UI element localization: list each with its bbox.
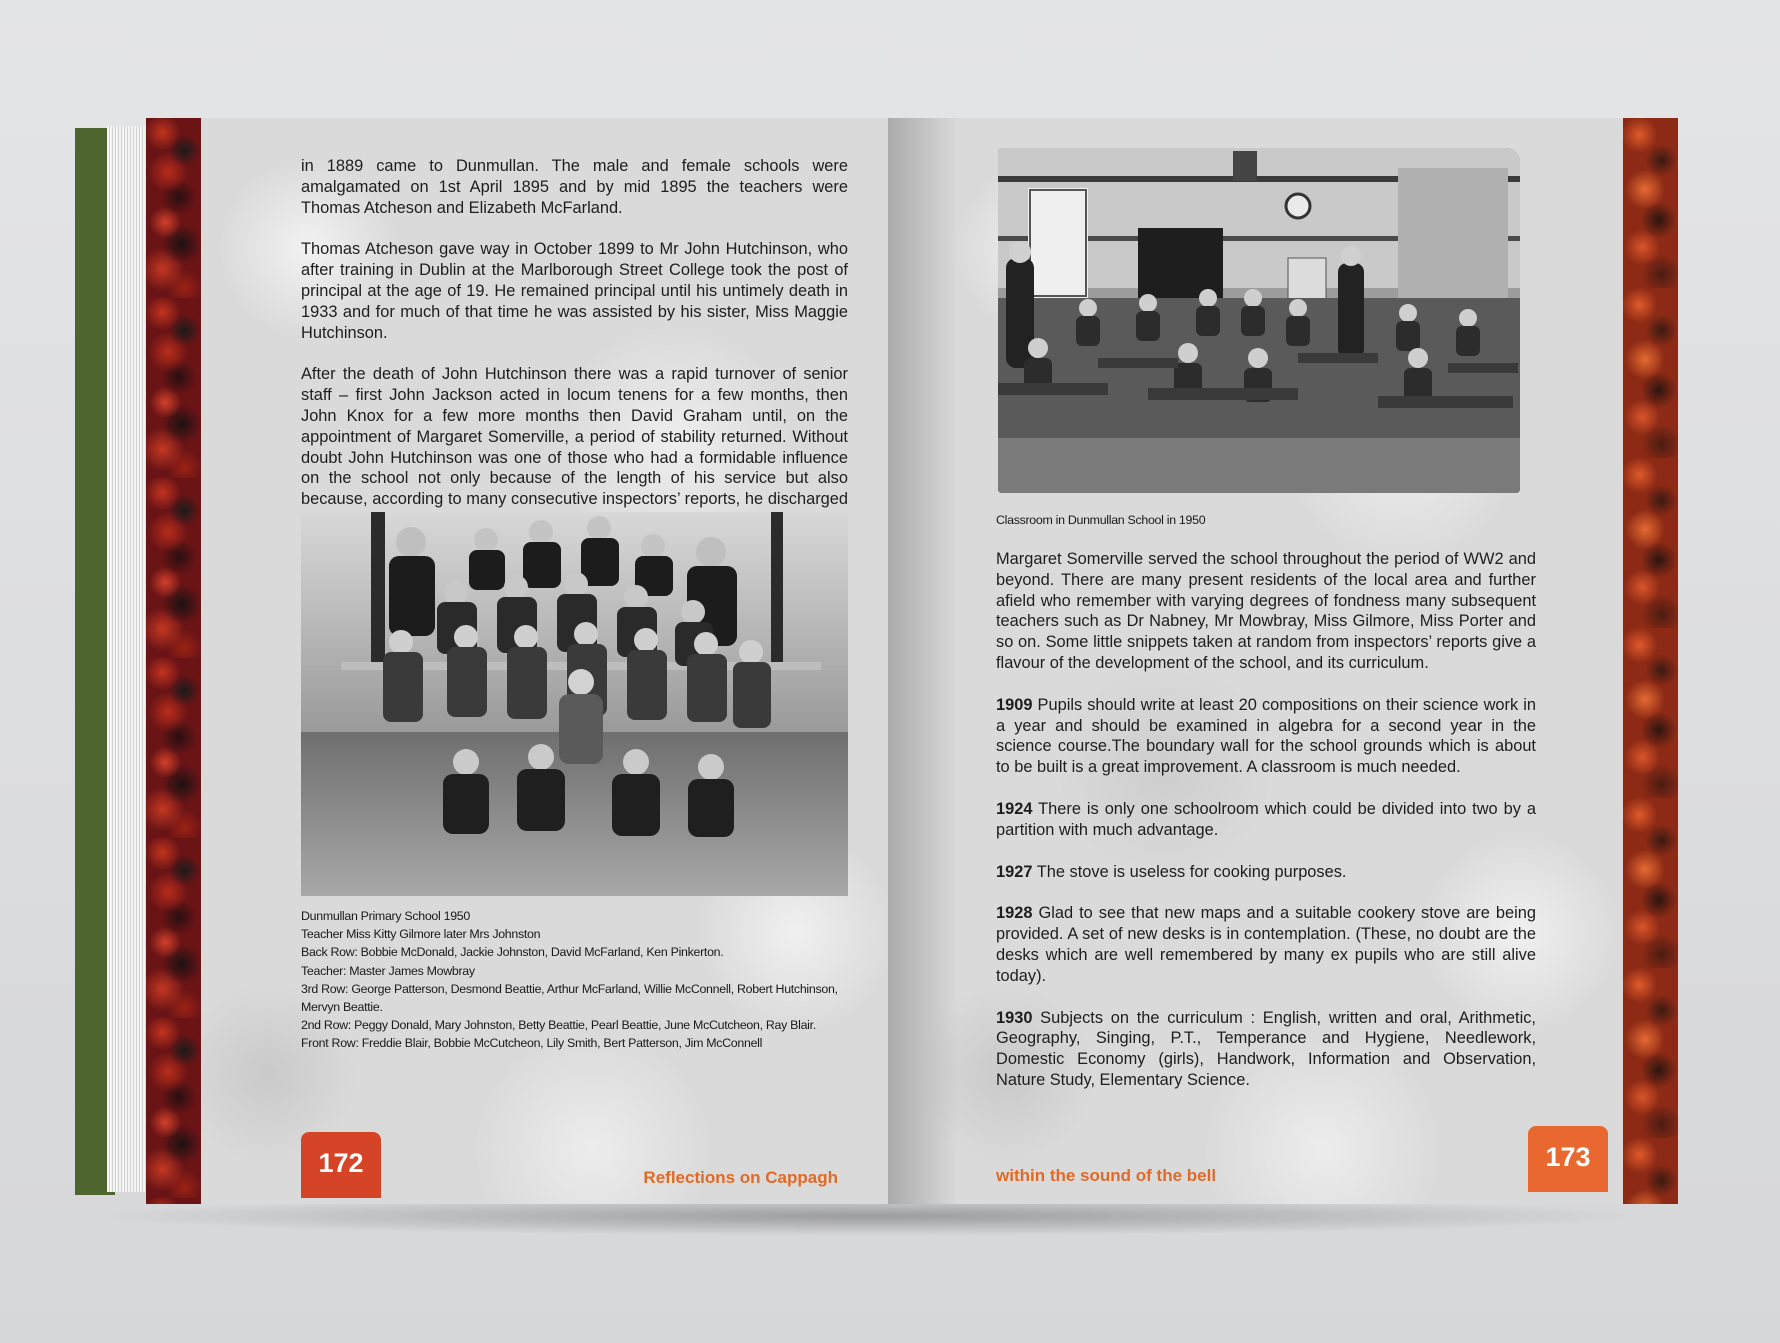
report-entry-1924: [996, 799, 1536, 841]
left-body-text: [301, 156, 848, 552]
entry-text: Pupils should write at least 20 compositions on their science work in a year and should be examined in algebra for a second year in the science course.The boundary wall for the school grounds which is about to be built is a great improvement. A classroom is much needed.: [996, 695, 1536, 777]
caption-line: Dunmullan Primary School 1950: [301, 909, 470, 923]
report-entry-1909: [996, 695, 1536, 778]
gutter-shadow: [888, 118, 958, 1204]
open-book: [75, 118, 1645, 1198]
entry-year: 1924: [996, 799, 1033, 818]
school-group-photo: [301, 512, 848, 896]
right-footer-title: within the sound of the bell: [996, 1166, 1217, 1185]
page-number-173: 173: [1528, 1126, 1608, 1192]
entry-text: There is only one schoolroom which could be divided into two by a partition with much advantage.: [996, 799, 1536, 839]
page-173: [888, 118, 1678, 1204]
page-172: [146, 118, 958, 1204]
right-body-text: [996, 549, 1536, 1112]
caption-line: 2nd Row: Peggy Donald, Mary Johnston, Betty Beattie, Pearl Beattie, June McCutcheon, Ray Blair.: [301, 1018, 816, 1033]
paragraph: Thomas Atcheson gave way in October 1899 to Mr John Hutchinson, who after training in Dublin at the Marlborough Street College took the post of principal at the age of 19. He remained principal until his untimely death in 1933 and for much of that time he was assisted by his sister, Miss Maggie Hutchinson.: [301, 240, 848, 342]
caption-line: 3rd Row: George Patterson, Desmond Beattie, Arthur McFarland, Willie McConnell, Robert Hutchinson, Mervyn Beattie.: [301, 981, 838, 1015]
entry-text: The stove is useless for cooking purposes.: [1032, 862, 1347, 881]
report-entry-1930: [996, 1008, 1536, 1091]
page-edges-left: [107, 126, 145, 1192]
classroom-photo-caption: Classroom in Dunmullan School in 1950: [996, 513, 1206, 527]
group-photo-caption: [301, 907, 848, 1053]
caption-line: Teacher: Master James Mowbray: [301, 963, 475, 978]
entry-year: 1928: [996, 904, 1033, 923]
intro-paragraph: Margaret Somerville served the school throughout the period of WW2 and beyond. There are many present residents of the local area and further afield who remember with varying degrees of fondness many subsequent teachers such as Dr Nabney, Mr Mowbray, Miss Gilmore, Miss Porter and so on. Some little snippets taken at random from inspectors’ reports give a flavour of the development of the school, and its curriculum.: [996, 550, 1536, 672]
paragraph: After the death of John Hutchinson there was a rapid turnover of senior staff – first John Jackson acted in locum tenens for a few months, then John Knox for a few more months then David Graham until, on the appointment of Margaret Somerville, a period of stability returned. Without doubt John Hutchinson was one of those who had a formidable influence on the school not only because of the length of his service but also because, according to many consecutive inspectors’ reports, he discharged: [301, 365, 848, 509]
page-number-172: 172: [301, 1132, 381, 1198]
entry-year: 1930: [996, 1008, 1033, 1027]
classroom-photo: [998, 148, 1520, 493]
entry-year: 1927: [996, 862, 1033, 881]
left-footer-title: Reflections on Cappagh: [643, 1168, 838, 1187]
report-entry-1927: [996, 862, 1536, 883]
decorative-orange-strip: [1623, 118, 1678, 1204]
entry-text: Glad to see that new maps and a suitable cookery stove are being provided. A set of new desks is in contemplation. (These, no doubt are the desks which are well remembered by many ex pupils who are still alive today).: [996, 904, 1536, 985]
entry-year: 1909: [996, 695, 1033, 714]
caption-line: Back Row: Bobbie McDonald, Jackie Johnston, David McFarland, Ken Pinkerton.: [301, 945, 724, 960]
paragraph: in 1889 came to Dunmullan. The male and female schools were amalgamated on 1st April 1895 and by mid 1895 the teachers were Thomas Atcheson and Elizabeth McFarland.: [301, 157, 848, 217]
caption-line: Teacher Miss Kitty Gilmore later Mrs Johnston: [301, 927, 541, 942]
decorative-red-strip: [146, 118, 201, 1204]
caption-line: Front Row: Freddie Blair, Bobbie McCutcheon, Lily Smith, Bert Patterson, Jim McConnell: [301, 1036, 763, 1051]
entry-text: Subjects on the curriculum : English, written and oral, Arithmetic, Geography, Singing, P.T., Temperance and Hygiene, Needlework, Domestic Economy (girls), Handwork, Information and Observation, Nature Study, Elementary Science.: [996, 1008, 1536, 1089]
report-entry-1928: [996, 903, 1536, 986]
